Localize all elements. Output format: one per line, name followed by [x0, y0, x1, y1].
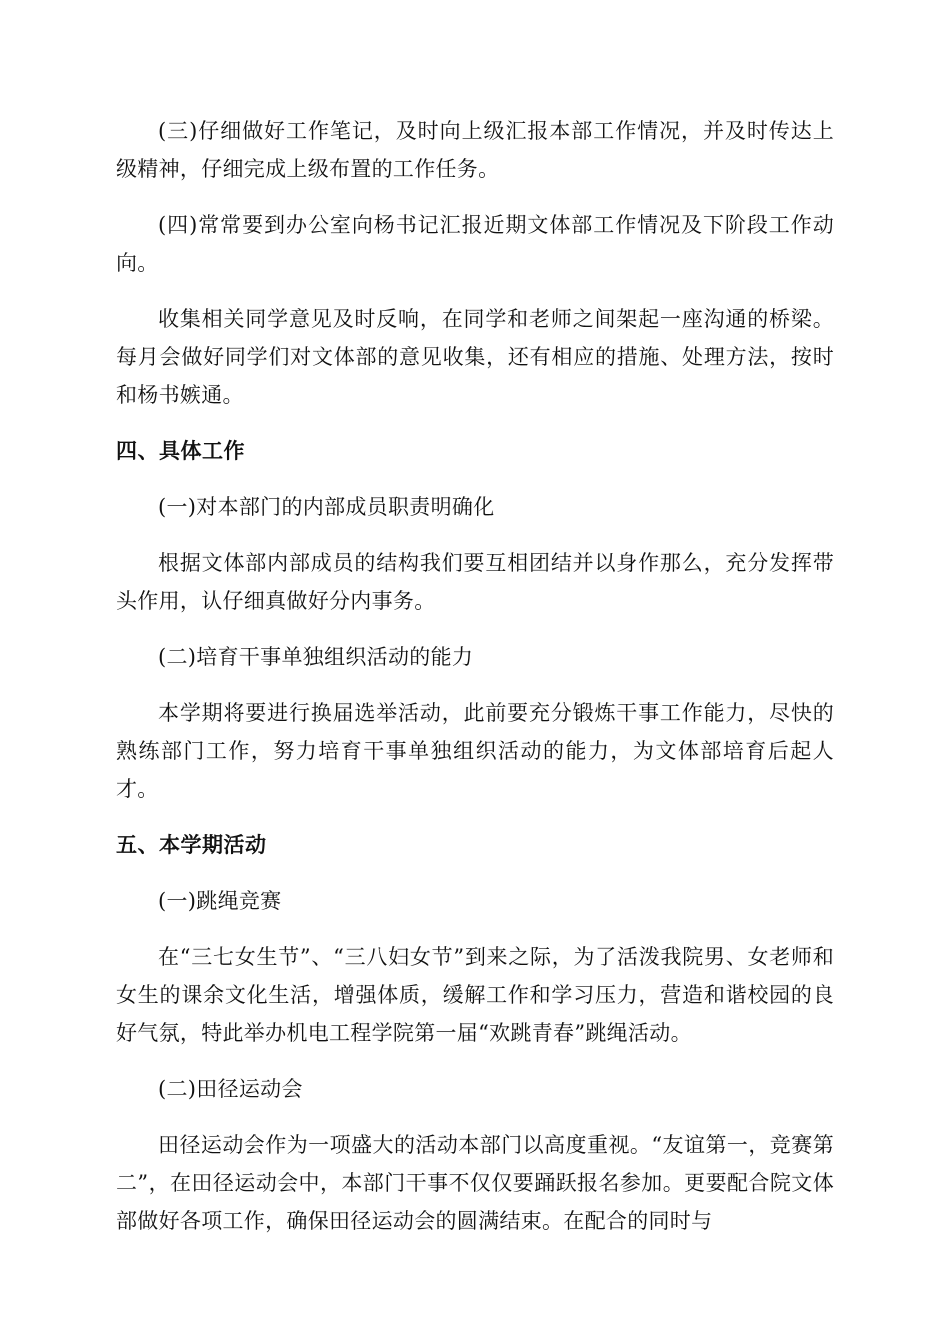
paragraph-work-notes: (三)仔细做好工作笔记，及时向上级汇报本部工作情况，并及时传达上级精神，仔细完成上级布置的工作任务。 — [116, 119, 834, 181]
subheading-member-duties: (一)对本部门的内部成员职责明确化 — [158, 495, 495, 519]
subheading-rope-skipping: (一)跳绳竞赛 — [158, 889, 282, 913]
paragraph-rope-skipping: 在“三七女生节”、“三八妇女节”到来之际，为了活泼我院男、女老师和女生的课余文化生活，增强体质，缓解工作和学习压力，营造和谐校园的良好气氛，特此举办机电工程学院第一届“欢跳青春”跳绳活动。 — [116, 945, 834, 1045]
subheading-track-and-field: (二)田径运动会 — [158, 1077, 303, 1101]
subheading-cultivate-staff: (二)培育干事单独组织活动的能力 — [158, 645, 474, 669]
paragraph-report-to-secretary: (四)常常要到办公室向杨书记汇报近期文体部工作情况及下阶段工作动向。 — [116, 213, 834, 275]
paragraph-cultivate-staff: 本学期将要进行换届选举活动，此前要充分锻炼干事工作能力，尽快的熟练部门工作，努力培育干事单独组织活动的能力，为文体部培育后起人才。 — [116, 701, 834, 801]
paragraph-member-duties: 根据文体部内部成员的结构我们要互相团结并以身作那么，充分发挥带头作用，认仔细真做好分内事务。 — [116, 551, 834, 613]
document-page — [116, 112, 834, 1258]
section-heading-semester-activities: 五、本学期活动 — [116, 833, 267, 857]
paragraph-track-and-field: 田径运动会作为一项盛大的活动本部门以高度重视。“友谊第一，竞赛第二”，在田径运动会中，本部门干事不仅仅要踊跃报名参加。更要配合院文体部做好各项工作，确保田径运动会的圆满结束。在配合的同时与 — [116, 1133, 834, 1233]
paragraph-collect-opinions: 收集相关同学意见及时反响，在同学和老师之间架起一座沟通的桥梁。每月会做好同学们对文体部的意见收集，还有相应的措施、处理方法，按时和杨书嫉通。 — [116, 307, 834, 407]
section-heading-specific-work: 四、具体工作 — [116, 439, 245, 463]
